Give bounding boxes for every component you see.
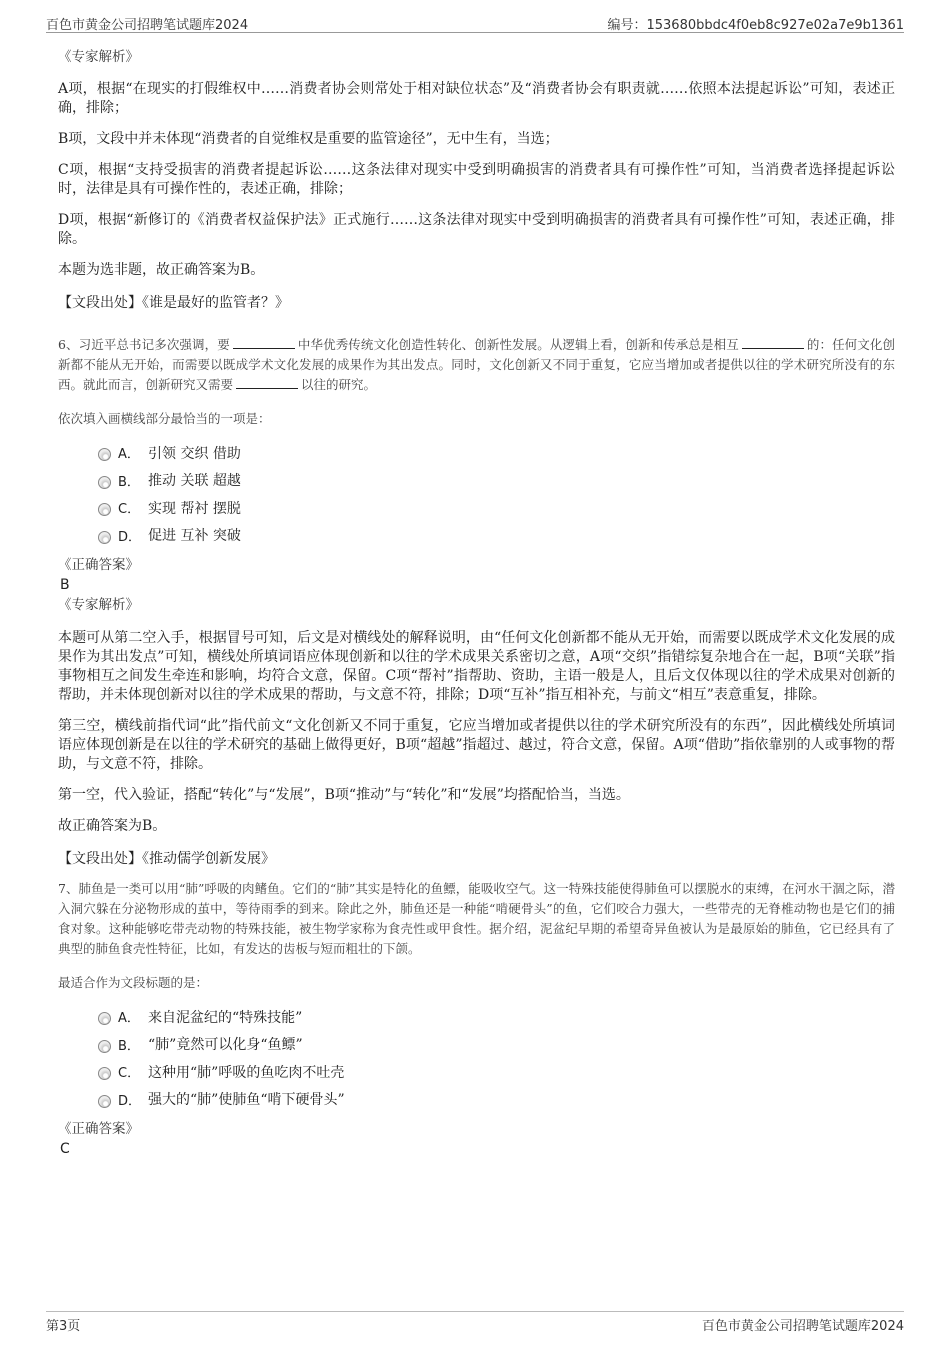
option-c[interactable]: C． 实现 帮衬 摆脱: [58, 494, 895, 522]
source-citation: 【文段出处】《推动儒学创新发展》: [58, 851, 275, 867]
option-c[interactable]: C． 这种用“肺”呼吸的鱼吃肉不吐壳: [58, 1058, 895, 1086]
blank-line: [742, 336, 804, 349]
page-number: 第3页: [46, 1319, 81, 1334]
question-6-options: [58, 439, 895, 549]
option-a[interactable]: A． 引领 交织 借助: [58, 439, 895, 467]
question-6-text: 6、习近平总书记多次强调，要 中华优秀传统文化创造性转化、创新性发展。从逻辑上看，创新和传承总是相互 的：任何文化创新都不能从无开始，而需要以既成学术文化发展的成果作为其出发点。同时，文化创新又不同于重复，它应当增加或者提供以往的学术研究所没有的东西。就此而言，创新研究又需要 以往的研究。: [58, 337, 895, 392]
question-7-text: 7、肺鱼是一类可以用“肺”呼吸的肉鳍鱼。它们的“肺”其实是特化的鱼鳔，能吸收空气。这一特殊技能使得肺鱼可以摆脱水的束缚，在河水干涸之际，潜入洞穴躲在分泌物形成的茧中，等待雨季的到来。除此之外，肺鱼还是一种能“啃硬骨头”的鱼，它们咬合力强大，一些带壳的无脊椎动物也是它们的捕食对象。这种能够吃带壳动物的特殊技能，被生物学家称为食壳性或甲食性。据介绍，泥盆纪早期的希望奇异鱼被认为是最原始的肺鱼，它已经具有了典型的肺鱼食壳性特征，比如，有发达的齿板与短而粗壮的下颌。: [58, 881, 895, 956]
analysis-paragraph: A项，根据“在现实的打假维权中……消费者协会则常处于相对缺位状态”及“消费者协会有职责就……依照本法提起诉讼”可知，表述正确，排除；: [58, 81, 895, 116]
analysis-paragraph: 第三空，横线前指代词“此”指代前文“文化创新又不同于重复，它应当增加或者提供以往的学术研究所没有的东西”，因此横线处所填词语应体现创新是在以往的学术研究的基础上做得更好，B项“超越”指超过、越过，符合文意，保留。A项“借助”指依靠别的人或事物的帮助，与文意不符，排除。: [58, 718, 895, 772]
conclusion-paragraph: 本题为选非题，故正确答案为B。: [58, 262, 265, 278]
radio-button[interactable]: [98, 1067, 111, 1080]
footer-title: 百色市黄金公司招聘笔试题库2024: [701, 1319, 904, 1334]
analysis-paragraph: 第一空，代入验证，搭配“转化”与“发展”，B项“推动”与“转化”和“发展”均搭配恰当，当选。: [58, 787, 630, 803]
analysis-paragraph: 本题可从第二空入手，根据冒号可知，后文是对横线处的解释说明，由“任何文化创新都不能从无开始，而需要以既成学术文化发展的成果作为其出发点”可知，横线处所填词语应体现创新和以往的学术成果关系密切之意，A项“交织”指错综复杂地合在一起，B项“关联”指事物相互之间发生牵连和影响，均符合文意，保留。C项“帮衬”指帮助、资助，主语一般是人，且后文仅体现以往的学术成果对创新的帮助，并未体现创新对以往的学术成果的帮助，与文意不符，排除；D项“互补”指互相补充，与前文“相互”表意重复，排除。: [58, 630, 895, 703]
radio-button[interactable]: [98, 531, 111, 544]
conclusion-paragraph: 故正确答案为B。: [58, 818, 167, 834]
answer-value: B: [60, 577, 70, 593]
analysis-label: 《专家解析》: [58, 49, 139, 65]
blank-line: [233, 336, 295, 349]
answer-label: 《正确答案》: [58, 557, 139, 573]
option-d[interactable]: D． 强大的“肺”使肺鱼“啃下硬骨头”: [58, 1086, 895, 1114]
radio-button[interactable]: [98, 503, 111, 516]
option-b[interactable]: B． “肺”竟然可以化身“鱼鳔”: [58, 1031, 895, 1059]
radio-button[interactable]: [98, 448, 111, 461]
option-d[interactable]: D． 促进 互补 突破: [58, 522, 895, 550]
answer-label: 《正确答案》: [58, 1121, 139, 1137]
header-code: 编号：153680bbdc4f0eb8c927e02a7e9b1361: [607, 18, 904, 33]
page-footer: [46, 1311, 904, 1334]
analysis-paragraph: D项，根据“新修订的《消费者权益保护法》正式施行……这条法律对现实中受到明确损害的消费者具有可操作性”可知，表述正确，排除。: [58, 212, 895, 247]
option-a[interactable]: A． 来自泥盆纪的“特殊技能”: [58, 1003, 895, 1031]
question-7-prompt: 最适合作为文段标题的是：: [58, 975, 209, 990]
option-b[interactable]: B． 推动 关联 超越: [58, 467, 895, 495]
header-title: 百色市黄金公司招聘笔试题库2024: [46, 18, 249, 33]
question-7-options: [58, 1003, 895, 1113]
analysis-label: 《专家解析》: [58, 597, 139, 613]
question-6-prompt: 依次填入画横线部分最恰当的一项是：: [58, 411, 271, 426]
analysis-paragraph: B项，文段中并未体现“消费者的自觉维权是重要的监管途径”，无中生有，当选；: [58, 131, 559, 147]
radio-button[interactable]: [98, 1040, 111, 1053]
analysis-paragraph: C项，根据“支持受损害的消费者提起诉讼……这条法律对现实中受到明确损害的消费者具有可操作性”可知，当消费者选择提起诉讼时，法律是具有可操作性的，表述正确，排除；: [58, 162, 895, 197]
radio-button[interactable]: [98, 1095, 111, 1108]
answer-value: C: [60, 1141, 70, 1157]
radio-button[interactable]: [98, 476, 111, 489]
radio-button[interactable]: [98, 1012, 111, 1025]
source-citation: 【文段出处】《谁是最好的监管者？》: [58, 295, 289, 311]
blank-line: [236, 376, 298, 389]
page-header: [46, 12, 904, 33]
document-content: [58, 46, 895, 1159]
